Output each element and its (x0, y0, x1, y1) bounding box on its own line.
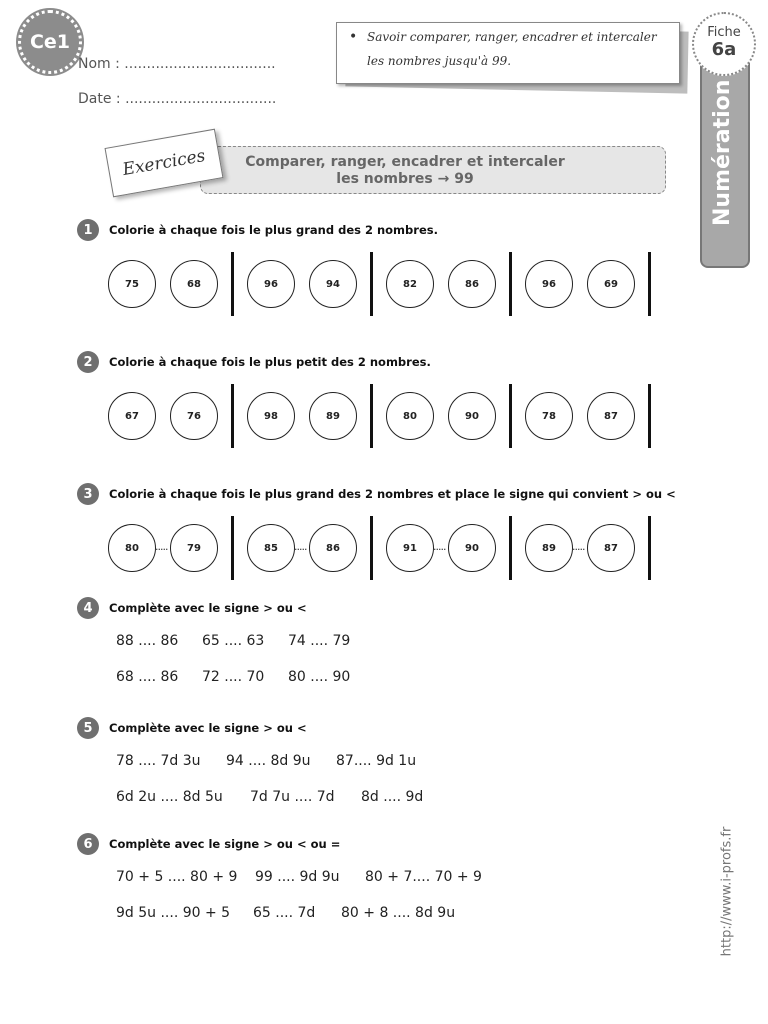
divider (509, 516, 512, 580)
number-circle[interactable]: 79 (170, 524, 218, 572)
banner-title (230, 154, 580, 188)
question-2-number: 2 (77, 351, 99, 373)
number-circle[interactable]: 87 (587, 524, 635, 572)
exercise-item[interactable]: 9d 5u .... 90 + 5 (116, 905, 231, 921)
number-circle[interactable]: 90 (448, 392, 496, 440)
number-circle[interactable]: 78 (525, 392, 573, 440)
number-circle[interactable]: 98 (247, 392, 295, 440)
number-circle[interactable]: 91 (386, 524, 434, 572)
number-circle[interactable]: 82 (386, 260, 434, 308)
subject-label: Numération (710, 79, 735, 226)
divider (509, 252, 512, 316)
divider (370, 516, 373, 580)
date-field[interactable]: Date : .................................. (78, 91, 277, 107)
question-4-number: 4 (77, 597, 99, 619)
number-circle[interactable]: 86 (448, 260, 496, 308)
question-6-text: Complète avec le signe > ou < ou = (109, 837, 341, 851)
exercise-item[interactable]: 94 .... 8d 9u (226, 753, 311, 769)
question-3-number: 3 (77, 483, 99, 505)
number-circle[interactable]: 85 (247, 524, 295, 572)
exercise-item[interactable]: 74 .... 79 (288, 633, 351, 649)
exercise-item[interactable]: 7d 7u .... 7d (250, 789, 335, 805)
number-circle[interactable]: 86 (309, 524, 357, 572)
exercise-item[interactable]: 65 .... 7d (253, 905, 316, 921)
exercise-item[interactable]: 87.... 9d 1u (336, 753, 417, 769)
number-circle[interactable]: 75 (108, 260, 156, 308)
question-6-number: 6 (77, 833, 99, 855)
exercise-item[interactable]: 8d .... 9d (361, 789, 424, 805)
website-link[interactable]: http://www.i-profs.fr (719, 826, 735, 957)
number-circle[interactable]: 69 (587, 260, 635, 308)
number-circle[interactable]: 87 (587, 392, 635, 440)
exercise-item[interactable]: 99 .... 9d 9u (255, 869, 340, 885)
question-4-text: Complète avec le signe > ou < (109, 601, 307, 615)
exercise-item[interactable]: 65 .... 63 (202, 633, 265, 649)
question-2-text: Colorie à chaque fois le plus petit des 2 nombres. (109, 355, 431, 369)
fiche-number: 6a (711, 39, 737, 60)
divider (509, 384, 512, 448)
number-circle[interactable]: 68 (170, 260, 218, 308)
fiche-label: Fiche (707, 25, 741, 40)
divider (231, 516, 234, 580)
number-circle[interactable]: 90 (448, 524, 496, 572)
number-circle[interactable]: 89 (525, 524, 573, 572)
exercise-item[interactable]: 78 .... 7d 3u (116, 753, 201, 769)
number-circle[interactable]: 80 (108, 524, 156, 572)
exercise-item[interactable]: 68 .... 86 (116, 669, 179, 685)
exercise-item[interactable]: 6d 2u .... 8d 5u (116, 789, 223, 805)
number-circle[interactable]: 96 (525, 260, 573, 308)
question-3-text: Colorie à chaque fois le plus grand des 2 nombres et place le signe qui convient > ou < (109, 487, 676, 501)
exercise-item[interactable]: 70 + 5 .... 80 + 9 (116, 869, 238, 885)
number-circle[interactable]: 67 (108, 392, 156, 440)
divider (370, 384, 373, 448)
banner-title-line1: Comparer, ranger, encadrer et intercaler (245, 154, 565, 170)
exercise-item[interactable]: 88 .... 86 (116, 633, 179, 649)
question-5-number: 5 (77, 717, 99, 739)
objective-text: Savoir comparer, ranger, encadrer et intercaler les nombres jusqu'à 99. (367, 30, 657, 68)
divider (648, 252, 651, 316)
question-5-text: Complète avec le signe > ou < (109, 721, 307, 735)
objective-note (336, 22, 680, 84)
question-1-number: 1 (77, 219, 99, 241)
number-circle[interactable]: 94 (309, 260, 357, 308)
banner-title-line2: les nombres → 99 (336, 171, 474, 187)
name-field[interactable]: Nom : .................................. (78, 56, 276, 72)
comparison-dots[interactable]: ..... (155, 540, 168, 553)
divider (231, 252, 234, 316)
exercises-card: Exercices (105, 129, 224, 198)
comparison-dots[interactable]: ..... (572, 540, 585, 553)
divider (370, 252, 373, 316)
number-circle[interactable]: 89 (309, 392, 357, 440)
divider (231, 384, 234, 448)
divider (648, 516, 651, 580)
number-circle[interactable]: 76 (170, 392, 218, 440)
comparison-dots[interactable]: ..... (294, 540, 307, 553)
exercise-item[interactable]: 80 .... 90 (288, 669, 351, 685)
question-1-text: Colorie à chaque fois le plus grand des 2 nombres. (109, 223, 438, 237)
number-circle[interactable]: 80 (386, 392, 434, 440)
number-circle[interactable]: 96 (247, 260, 295, 308)
comparison-dots[interactable]: ..... (433, 540, 446, 553)
exercise-item[interactable]: 80 + 8 .... 8d 9u (341, 905, 456, 921)
divider (648, 384, 651, 448)
fiche-badge (692, 12, 756, 76)
exercise-item[interactable]: 72 .... 70 (202, 669, 265, 685)
level-badge: Ce1 (18, 10, 82, 74)
website-link-container (716, 820, 736, 970)
exercise-item[interactable]: 80 + 7.... 70 + 9 (365, 869, 482, 885)
